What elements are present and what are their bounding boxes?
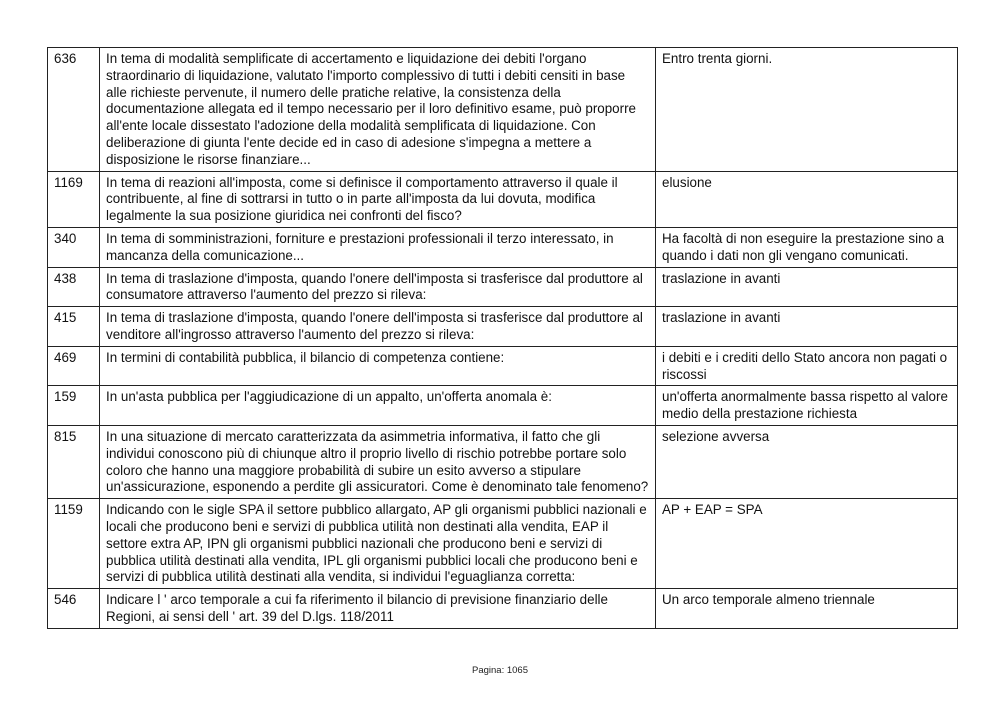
answer-text-cell: Entro trenta giorni. [656,48,958,172]
question-id-cell: 469 [48,346,100,386]
question-text-cell: In tema di traslazione d'imposta, quando l'onere dell'imposta si trasferisce dal produttore al consumatore attraverso l'aumento del prezzo si rileva: [100,267,656,307]
table-row [48,171,958,227]
table-row [48,425,958,498]
question-text-cell: In tema di traslazione d'imposta, quando l'onere dell'imposta si trasferisce dal produttore al venditore all'ingrosso attraverso l'aumento del prezzo si rileva: [100,307,656,347]
question-id-cell: 815 [48,425,100,498]
question-id-cell: 1159 [48,499,100,589]
answer-text-cell: un'offerta anormalmente bassa rispetto al valore medio della prestazione richiesta [656,386,958,426]
answer-text-cell: selezione avversa [656,425,958,498]
question-text-cell: In termini di contabilità pubblica, il bilancio di competenza contiene: [100,346,656,386]
table-row [48,386,958,426]
question-text-cell: In tema di reazioni all'imposta, come si definisce il comportamento attraverso il quale il contribuente, al fine di sottrarsi in tutto o in parte all'imposta da lui dovuta, modifica legalmente la sua posizione giuridica nei confronti del fisco? [100,171,656,227]
question-text-cell: In una situazione di mercato caratterizzata da asimmetria informativa, il fatto che gli individui conoscono più di chiunque altro il proprio livello di rischio potrebbe portare solo coloro che hanno una maggiore probabilità di subire un esito avverso a stipulare un'assicurazione, esponendo a perdite gli assicuratori. Come è denominato tale fenomeno? [100,425,656,498]
table-row [48,48,958,172]
answer-text-cell: traslazione in avanti [656,267,958,307]
question-text-cell: In un'asta pubblica per l'aggiudicazione di un appalto, un'offerta anomala è: [100,386,656,426]
question-id-cell: 340 [48,227,100,267]
question-id-cell: 1169 [48,171,100,227]
question-id-cell: 636 [48,48,100,172]
question-text-cell: In tema di modalità semplificate di accertamento e liquidazione dei debiti l'organo straordinario di liquidazione, valutato l'importo complessivo di tutti i debiti censiti in base alle richieste pervenute, il numero delle pratiche relative, la consistenza della documentazione allegata ed il tempo necessario per il loro definitivo esame, può proporre all'ente locale dissestato l'adozione della modalità semplificata di liquidazione. Con deliberazione di giunta l'ente decide ed in caso di adesione s'impegna a mettere a disposizione le risorse finanziare... [100,48,656,172]
answer-text-cell: Ha facoltà di non eseguire la prestazione sino a quando i dati non gli vengano comunicati. [656,227,958,267]
answer-text-cell: elusione [656,171,958,227]
table-row [48,499,958,589]
question-id-cell: 438 [48,267,100,307]
answer-text-cell: Un arco temporale almeno triennale [656,589,958,629]
table-row [48,307,958,347]
page-number-footer: Pagina: 1065 [472,665,528,676]
question-id-cell: 415 [48,307,100,347]
table-row [48,267,958,307]
table-row [48,589,958,629]
table-row [48,346,958,386]
question-id-cell: 159 [48,386,100,426]
question-text-cell: Indicare l ' arco temporale a cui fa riferimento il bilancio di previsione finanziario delle Regioni, ai sensi dell ' art. 39 del D.lgs. 118/2011 [100,589,656,629]
answer-text-cell: AP + EAP = SPA [656,499,958,589]
question-text-cell: In tema di somministrazioni, forniture e prestazioni professionali il terzo interessato, in mancanza della comunicazione... [100,227,656,267]
answer-text-cell: traslazione in avanti [656,307,958,347]
question-text-cell: Indicando con le sigle SPA il settore pubblico allargato, AP gli organismi pubblici nazionali e locali che producono beni e servizi di pubblica utilità non destinati alla vendita, EAP il settore extra AP, IPN gli organismi pubblici nazionali che producono beni e servizi di pubblica utilità destinati alla vendita, IPL gli organismi pubblici locali che producono beni e servizi di pubblica utilità destinati alla vendita, si individui l'eguaglianza corretta: [100,499,656,589]
questions-table [47,47,958,629]
table-row [48,227,958,267]
question-id-cell: 546 [48,589,100,629]
answer-text-cell: i debiti e i crediti dello Stato ancora non pagati o riscossi [656,346,958,386]
